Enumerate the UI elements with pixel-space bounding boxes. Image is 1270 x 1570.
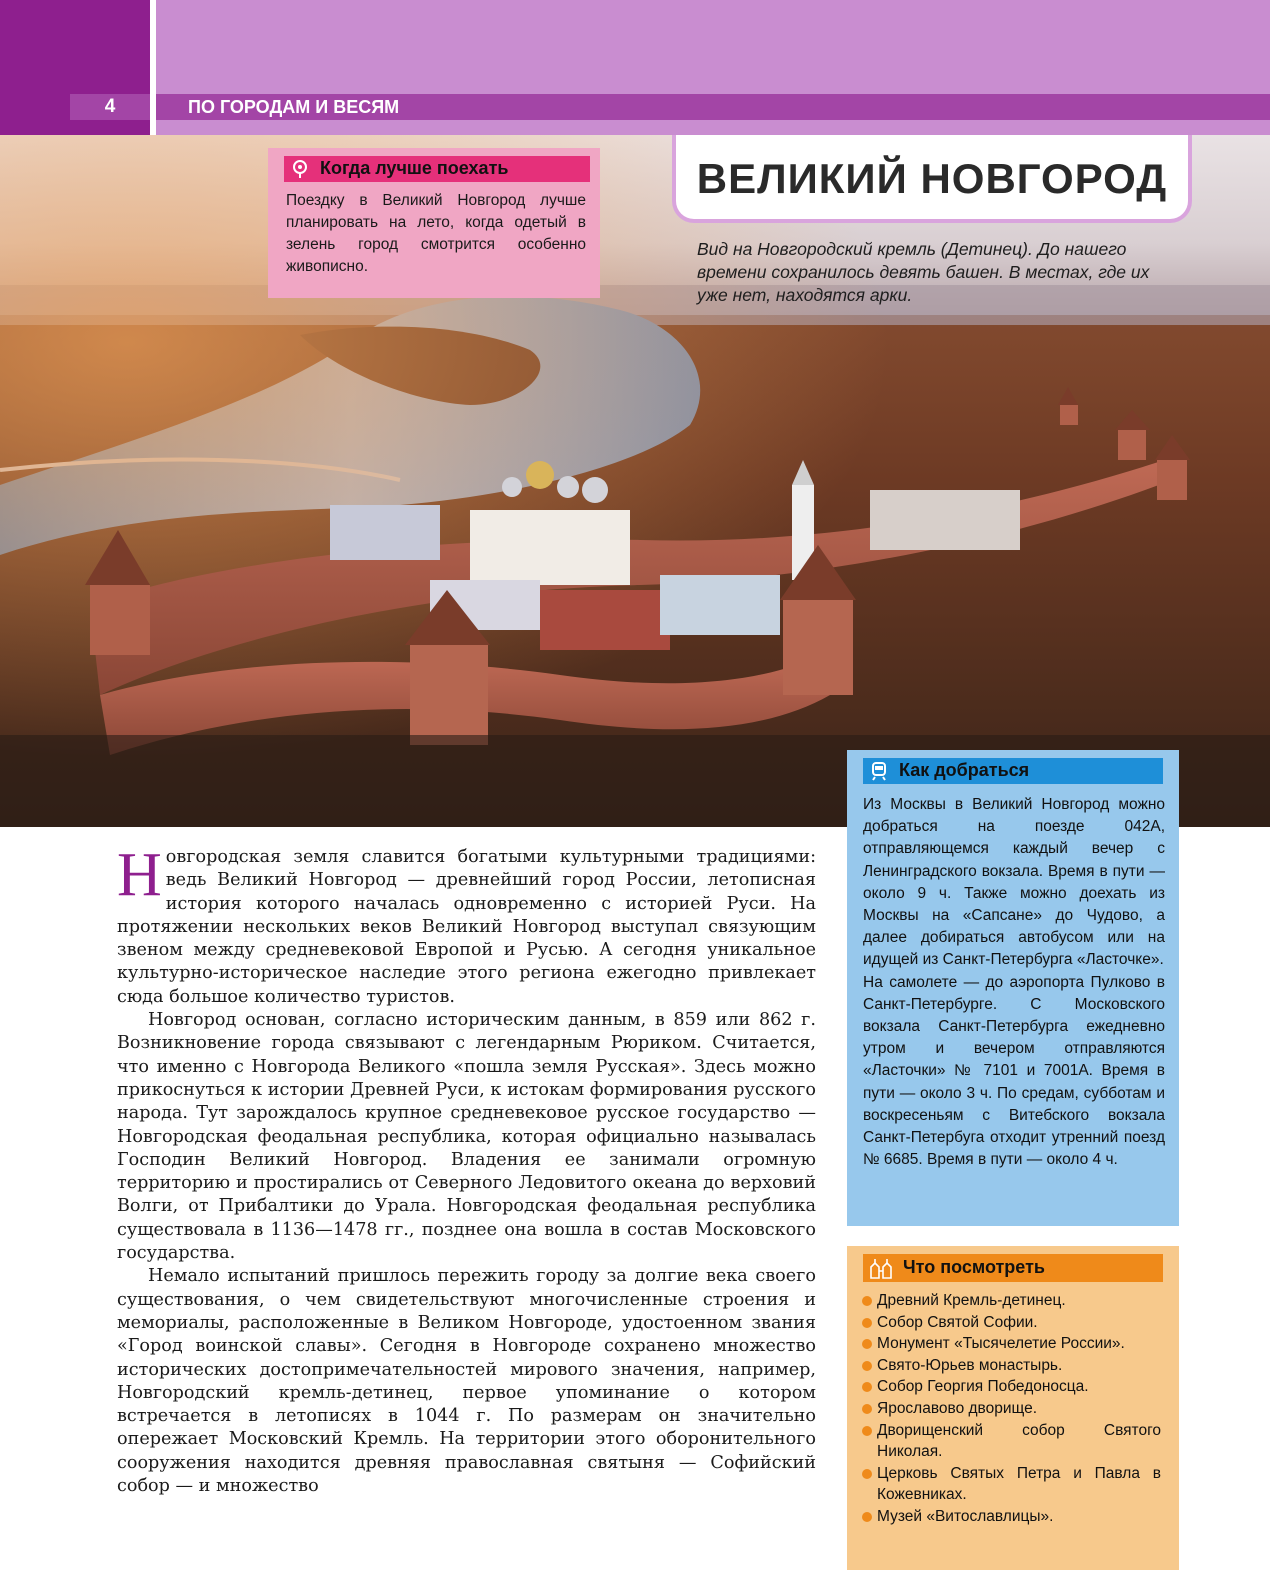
list-item [861, 1398, 1161, 1420]
list-item [861, 1506, 1161, 1528]
sights-list [861, 1290, 1161, 1528]
list-item [861, 1420, 1161, 1463]
bullet-icon [862, 1426, 872, 1436]
list-item [861, 1355, 1161, 1377]
bullet-icon [862, 1296, 872, 1306]
list-item [861, 1376, 1161, 1398]
list-item [861, 1290, 1161, 1312]
location-pin-icon [290, 159, 310, 179]
drop-cap: Н [117, 841, 162, 909]
article-body [117, 841, 816, 1498]
list-item-label: Церковь Святых Петра и Павла в Кожевниках. [877, 1464, 1161, 1504]
bullet-icon [862, 1469, 872, 1479]
article-paragraph-text: овгородская земля славится богатыми культурными традициями: ведь Великий Новгород — древнейший город России, летописная история которого началась одновременно с историей Руси. На протяжении нескольких веков Великий Новгород выступал связующим звеном между средневековой Европой и Русью. А сегодня уникальное культурно-историческое наследие этого региона ежегодно привлекает сюда большое количество туристов. [117, 847, 816, 1007]
page-title: ВЕЛИКИЙ НОВГОРОД [696, 155, 1168, 202]
list-item-label: Свято-Юрьев монастырь. [877, 1356, 1063, 1374]
when-to-go-title: Когда лучше поехать [320, 158, 509, 178]
bullet-icon [862, 1318, 872, 1328]
title-panel [672, 135, 1192, 223]
article-paragraph [117, 841, 816, 1009]
list-item [861, 1312, 1161, 1334]
how-to-get-paragraph: Из Москвы в Великий Новгород можно добраться на поезде 042А, отправляющемся каждый вечер с Ленинградского вокзала. Время в пути — около 9 ч. Также можно доехать из Москвы на «Сапсане» до Чудово, а далее добираться автобусом или на идущей из Санкт-Петербурга «Ласточке». [863, 796, 1165, 969]
list-item-label: Музей «Витославлицы». [877, 1507, 1054, 1525]
what-to-see-header [863, 1254, 1163, 1282]
bullet-icon [862, 1339, 872, 1349]
article-paragraph: Немало испытаний пришлось пережить городу за долгие века своего существования, о чем свидетельствуют многочисленные строения и мемориалы, расположенные в Великом Новгороде, удостоенном звания «Город воинской славы». Сегодня в Новгороде сохранено множество исторических достопримечательностей мирового значения, например, Новгородский кремль-детинец, первое упоминание о котором встречается в летописях в 1044 г. По размерам он значительно опережает Московский Кремль. На территории этого оборонительного сооружения находится древняя православная святыня — Софийский собор — и множество [117, 1266, 816, 1497]
list-item-label: Ярославово дворище. [877, 1399, 1038, 1417]
bullet-icon [862, 1361, 872, 1371]
article-paragraph: Новгород основан, согласно историческим данным, в 859 или 862 г. Возникновение города связывают с легендарным Рюриком. Считается, что именно с Новгорода Великого «пошла земля Русская». Здесь можно прикоснуться к истории Древней Руси, к истокам формирования русского народа. Тут зарождалось крупное средневековое русское государство — Новгородская феодальная республика, которая официально называлась Господин Великий Новгород. Владения ее занимали огромную территорию и простирались от Северного Ледовитого океана до верховий Волги, от Прибалтики до Урала. Новгородская феодальная республика существовала в 1136—1478 гг., позднее она вошла в состав Московского государства. [117, 1010, 816, 1264]
how-to-get-box [847, 750, 1179, 1226]
list-item-label: Древний Кремль-детинец. [877, 1292, 1066, 1309]
when-to-go-header [284, 156, 590, 182]
list-item-label: Собор Георгия Победоносца. [877, 1378, 1089, 1396]
list-item-label: Собор Святой Софии. [877, 1313, 1038, 1331]
how-to-get-header [863, 758, 1163, 784]
train-icon [869, 761, 889, 781]
when-to-go-box [268, 148, 600, 298]
monument-icon [869, 1257, 893, 1279]
how-to-get-text [863, 794, 1165, 1171]
bullet-icon [862, 1512, 872, 1522]
what-to-see-title: Что посмотреть [903, 1257, 1045, 1277]
list-item [861, 1333, 1161, 1355]
how-to-get-paragraph: На самолете — до аэропорта Пулково в Санкт-Петербурге. С Московского вокзала Санкт-Петербурга ежедневно утром и вечером отправляются «Ласточки» № 7101 и 7001А. Время в пути — около 3 ч. По средам, субботам и воскресеньям с Витебского вокзала Санкт-Петербуга отходит утренний поезд № 6685. Время в пути — около 4 ч. [863, 973, 1165, 1169]
when-to-go-text: Поездку в Великий Новгород лучше планировать на лето, когда одетый в зелень город смотрится особенно живописно. [286, 192, 586, 275]
bullet-icon [862, 1382, 872, 1392]
photo-caption: Вид на Новгородский кремль (Детинец). До нашего времени сохранилось девять башен. В местах, где их уже нет, находятся арки. [697, 239, 1150, 305]
list-item-label: Дворищенский собор Святого Николая. [877, 1421, 1161, 1461]
what-to-see-box [847, 1246, 1179, 1570]
bullet-icon [862, 1404, 872, 1414]
page-number: 4 [70, 94, 150, 120]
section-title: ПО ГОРОДАМ И ВЕСЯМ [188, 97, 400, 117]
list-item-label: Монумент «Тысячелетие России». [877, 1335, 1125, 1353]
list-item [861, 1463, 1161, 1506]
how-to-get-title: Как добраться [899, 760, 1030, 780]
